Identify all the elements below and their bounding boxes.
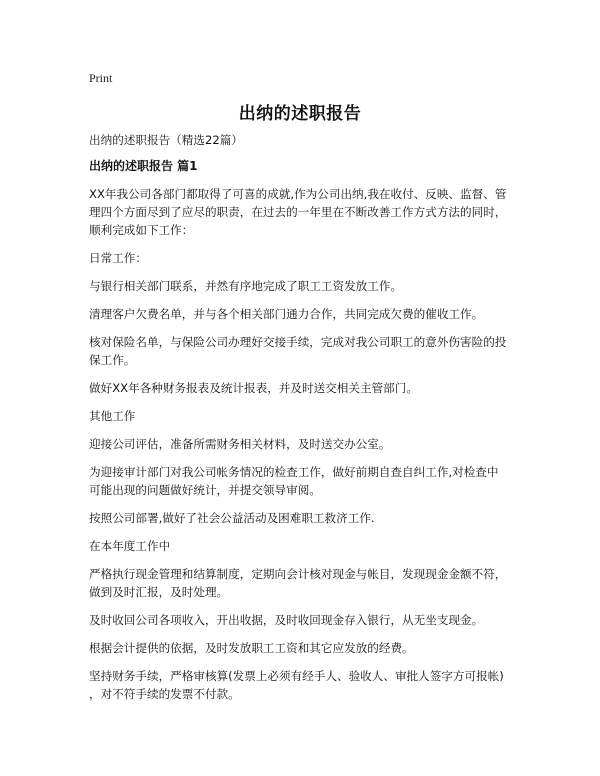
page-title: 出纳的述职报告	[238, 104, 362, 124]
paragraph	[89, 463, 525, 499]
paragraph	[89, 333, 525, 369]
paragraph-line: 日常工作：	[89, 251, 147, 265]
paragraph	[89, 407, 525, 425]
paragraph-line: 严格执行现金管理和结算制度，定期向会计核对现金与帐目，发现现金金额不符，	[89, 567, 507, 581]
section-heading: 出纳的述职报告 篇1	[89, 159, 198, 173]
paragraph-line: XX年我公司各部门都取得了可喜的成就,作为公司出纳,我在收付、反映、监督、管	[89, 187, 507, 201]
paragraph	[89, 435, 525, 453]
paragraph-line: 与银行相关部门联系，并然有序地完成了职工工资发放工作。	[89, 279, 403, 293]
paragraph-line: 按照公司部署,做好了社会公益活动及困难职工救济工作.	[89, 511, 375, 525]
paragraph	[89, 185, 525, 239]
paragraph-line: 其他工作	[89, 409, 136, 423]
print-link[interactable]: Print	[89, 71, 113, 85]
paragraph-line: 可能出现的问题做好统计，并提交领导审阅。	[89, 483, 321, 497]
document-subtitle: 出纳的述职报告（精选22篇）	[89, 133, 243, 147]
paragraph	[89, 667, 525, 703]
paragraph-line: 保工作。	[89, 353, 136, 367]
paragraph-line: 及时收回公司各项收入，开出收据，及时收回现金存入银行，从无坐支现金。	[89, 613, 484, 627]
paragraph-line: 迎接公司评估，准备所需财务相关材料，及时送交办公室。	[89, 437, 391, 451]
paragraph-line: ，对不符手续的发票不付款。	[89, 687, 240, 701]
paragraph-line: 理四个方面尽到了应尽的职责，在过去的一年里在不断改善工作方式方法的同时，	[89, 205, 507, 219]
paragraph-line: 为迎接审计部门对我公司帐务情况的检查工作，做好前期自查自纠工作,对检查中	[89, 465, 499, 479]
paragraph-line: 做到及时汇报，及时处理。	[89, 585, 229, 599]
paragraph-list	[89, 185, 525, 703]
paragraph	[89, 509, 525, 527]
paragraph	[89, 565, 525, 601]
paragraph-line: 根据会计提供的依据，及时发放职工工资和其它应发放的经费。	[89, 641, 414, 655]
paragraph-line: 在本年度工作中	[89, 539, 171, 553]
paragraph-line: 顺利完成如下工作：	[89, 223, 194, 237]
paragraph	[89, 537, 525, 555]
paragraph	[89, 611, 525, 629]
paragraph	[89, 639, 525, 657]
paragraph-line: 核对保险名单，与保险公司办理好交接手续，完成对我公司职工的意外伤害险的投	[89, 335, 507, 349]
paragraph	[89, 379, 525, 397]
paragraph	[89, 277, 525, 295]
paragraph	[89, 305, 525, 323]
paragraph-line: 坚持财务手续，严格审核算(发票上必须有经手人、验收人、审批人签字方可报帐)	[89, 669, 504, 683]
paragraph-line: 做好XX年各种财务报表及统计报表，并及时送交相关主管部门。	[89, 381, 418, 395]
document-body	[89, 131, 525, 713]
paragraph	[89, 249, 525, 267]
paragraph-line: 清理客户欠费名单，并与各个相关部门通力合作，共同完成欠费的催收工作。	[89, 307, 484, 321]
